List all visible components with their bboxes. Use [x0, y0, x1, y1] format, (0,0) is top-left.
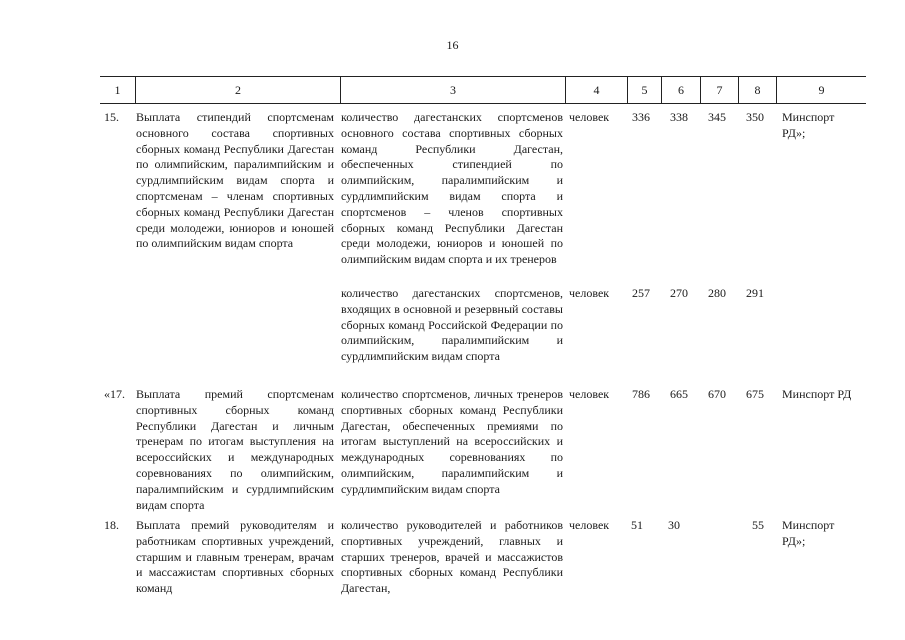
- value-col-5: 786: [632, 387, 650, 401]
- header-col-4: 4: [565, 77, 627, 103]
- unit: человек: [569, 518, 610, 532]
- value-col-6: 270: [670, 286, 688, 300]
- measure-name: Выплата премий руководителям и работникам спортивных учреждений, старшим и главным тренерам, врачам и массажистам спортивных сборных команд: [136, 518, 334, 596]
- value-col-8: 291: [746, 286, 764, 300]
- header-col-3: 3: [340, 77, 565, 103]
- value-col-7: 280: [708, 286, 726, 300]
- value-col-6: 338: [670, 110, 688, 124]
- header-col-9: 9: [776, 77, 866, 103]
- responsible: Минспорт РД»;: [782, 518, 835, 548]
- row-number: «17.: [104, 387, 125, 401]
- unit: человек: [569, 110, 610, 124]
- header-col-1: 1: [114, 83, 121, 97]
- indicator-text: количество спортсменов, личных тренеров спортивных сборных команд Республики Дагестан, обеспеченных премиями по итогам выступлений на всероссийских и международных соревнованиях по олимпийским, паралимпийским и сурдлимпийским видам спорта: [341, 387, 563, 496]
- responsible: Минспорт РД»;: [782, 110, 835, 140]
- unit: человек: [569, 286, 610, 300]
- row-number: 18.: [104, 518, 119, 532]
- value-col-6: 665: [670, 387, 688, 401]
- measure-name: Выплата стипендий спортсменам основного состава спортивных сборных команд Республики Дагестан по олимпийским, паралимпийским и сурдлимпийским видам спорта и спортсменам – членам спортивных сборных команд Республики Дагестан среди молодежи, юниоров и юношей по олимпийским видам спорта: [136, 110, 334, 251]
- header-col-2: 2: [135, 77, 340, 103]
- row-number: 15.: [104, 110, 119, 124]
- header-col-8: 8: [738, 77, 776, 103]
- measure-name: Выплата премий спортсменам спортивных сборных команд Республики Дагестан и личным тренерам по итогам выступления на всероссийских и международных соревнованиях по олимпийским, паралимпийским и сурдлимпийским видам спорта: [136, 387, 334, 512]
- value-col-8: 675: [746, 387, 764, 401]
- header-col-5: 5: [627, 77, 661, 103]
- indicator-text: количество дагестанских спортсменов основного состава спортивных сборных команд Республики Дагестан, обеспеченных стипендией по олимпийским, паралимпийским и сурдлимпийским видам спорта и спортсменов – членов спортивных сборных команд Республики Дагестан среди молодежи, юниоров и юношей по олимпийским видам спорта и их тренеров: [341, 110, 563, 267]
- indicator-text: количество дагестанских спортсменов, входящих в основной и резервный составы сборных команд Российской Федерации по олимпийским, паралимпийским и сурдлимпийским видам спорта: [341, 286, 563, 364]
- value-col-8: 350: [746, 110, 764, 124]
- value-col-7: 345: [708, 110, 726, 124]
- value-col-8: 55: [752, 518, 764, 532]
- value-col-5: 257: [632, 286, 650, 300]
- table-header-row: [100, 76, 866, 104]
- responsible: Минспорт РД: [782, 387, 852, 401]
- indicator-text: количество руководителей и работников спортивных учреждений, главных и старших тренеров, врачей и массажистов спортивных сборных команд Республики Дагестан,: [341, 518, 563, 596]
- value-col-5: 51: [631, 518, 643, 532]
- value-col-5: 336: [632, 110, 650, 124]
- unit: человек: [569, 387, 610, 401]
- value-col-7: 670: [708, 387, 726, 401]
- page-number: 16: [446, 38, 459, 52]
- header-col-7: 7: [700, 77, 738, 103]
- value-col-6: 30: [668, 518, 680, 532]
- header-col-6: 6: [661, 77, 700, 103]
